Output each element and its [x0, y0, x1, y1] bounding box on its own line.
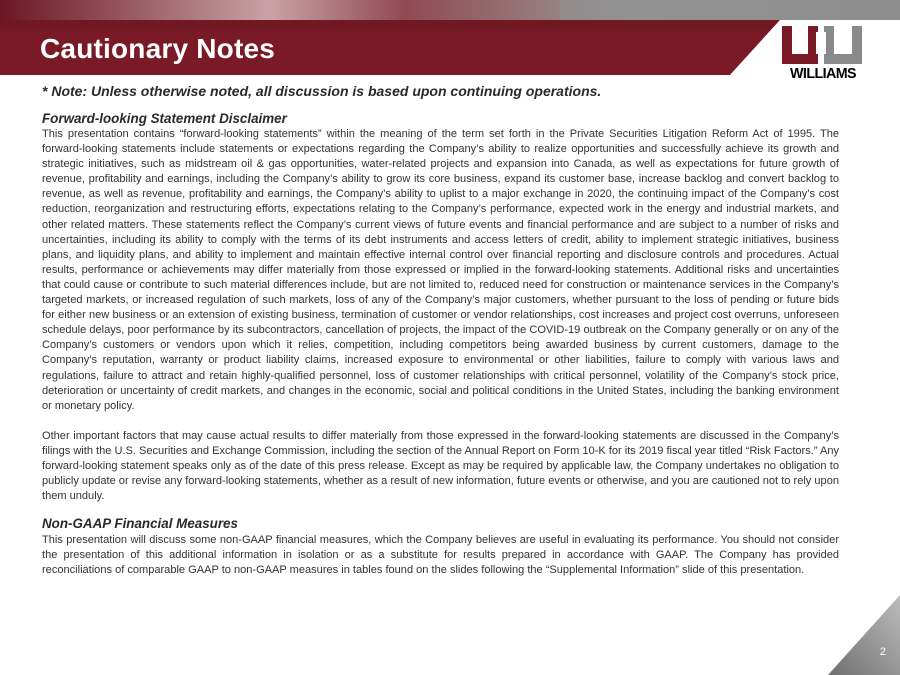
page-number: 2	[879, 646, 886, 658]
forward-looking-heading: Forward-looking Statement Disclaimer	[42, 111, 287, 126]
continuing-operations-note: * Note: Unless otherwise noted, all discussion is based upon continuing operations.	[42, 83, 602, 99]
main-content	[42, 111, 839, 579]
non-gaap-heading: Non-GAAP Financial Measures	[42, 516, 238, 532]
logo-wordmark: WILLIAMS	[790, 65, 856, 82]
forward-looking-paragraph-2: Other important factors that may cause actual results to differ materially from those expressed in the forward-looking statements are discussed in the Company’s filings with the U.S. Securities and Exchange Commission, including the section of the Annual Report on Form 10-K for its 2019 fiscal year titled “Risk Factors.” Any forward-looking statement speaks only as of the date of this press release. Except as may be required by applicable law, the Company undertakes no obligation to publicly update or revise any forward-looking statements, whether as a result of new information, future events or otherwise, and you are cautioned not to rely upon them unduly.	[42, 429, 839, 503]
slide-title: Cautionary Notes	[40, 33, 276, 64]
non-gaap-paragraph: This presentation will discuss some non-GAAP financial measures, which the Company believes are useful in evaluating its performance. You should not consider the presentation of this additional information in isolation or as a substitute for results prepared in accordance with GAAP. The Company has provided reconciliations of comparable GAAP to non-GAAP measures in tables found on the slides following the “Supplemental Information” slide of this presentation.	[42, 534, 839, 577]
corner-decoration	[828, 595, 900, 675]
header-banner	[0, 0, 900, 75]
company-logo	[778, 22, 868, 84]
logo-mark	[778, 22, 868, 66]
forward-looking-paragraph-1: This presentation contains “forward-looking statements” within the meaning of the term set forth in the Private Securities Litigation Reform Act of 1995. The forward-looking statements include statements or expectations regarding the Company’s ability to realize opportunities and successfully achieve its growth and strategic initiatives, such as midstream oil & gas opportunities, water-related projects and expansion into Canada, as well as expectations for future growth of revenue, profitability and earnings, including the Company’s ability to grow its core business, expand its customer base, increase backlog and convert backlog to revenue, as well as revenue, profitability and earnings, the Company’s ability to uplist to a major exchange in 2020, the continuing impact of the Company’s cost reduction, reorganization and restructuring efforts, expectations relating to the Company’s performance, expected work in the energy and industrial markets, and other related matters. These statements reflect the Company’s current views of future events and financial performance and are subject to a number of risks and uncertainties, including its ability to comply with the terms of its debt instruments and access letters of credit, ability to implement strategic initiatives, business plans, and liquidity plans, and ability to implement and maintain effective internal control over financial reporting and disclosure controls and procedures. Actual results, performance or achievements may differ materially from those expressed or implied in the forward-looking statements. Additional risks and uncertainties that could cause or contribute to such material differences include, but are not limited to, reduced need for construction or maintenance services in the Company’s targeted markets, or increased regulation of such markets, loss of any of the Company’s major customers, whether pursuant to the loss of pending or future bids for either new business or an extension of existing business, termination of customer or vendor relationships, cost increases and project cost overruns, unforeseen schedule delays, poor performance by its subcontractors, cancellation of projects, the impact of the COVID-19 outbreak on the Company generally or on any of the Company’s customers or vendors upon which it relies, competition, including competitors being awarded business by current customers, damage to the Company’s reputation, warranty or product liability claims, increased exposure to environmental or other liabilities, failure to comply with various laws and regulations, failure to attract and retain highly-qualified personnel, loss of customer relationships with critical personnel, volatility of the Company’s stock price, deterioration or uncertainty of credit markets, and changes in the economic, social and political conditions in the United States, including the banking environment or monetary policy.	[42, 128, 839, 412]
